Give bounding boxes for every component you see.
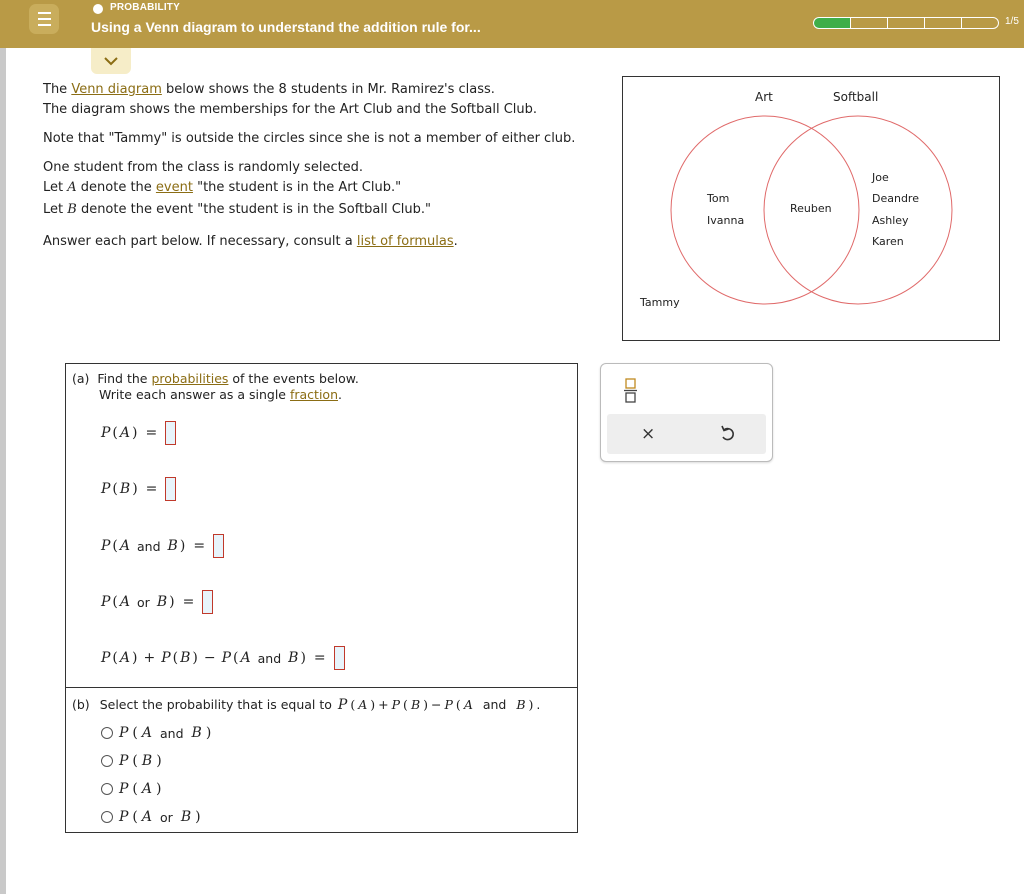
part-b-label: (b) [72,697,90,712]
paren: ) [195,809,201,825]
question-box [65,363,578,833]
text: "the student is in the Art Club." [192,180,402,195]
paren: ( [132,725,138,741]
equation-addition-rule [101,646,345,670]
p-symbol: P [119,781,129,797]
var-b: B [180,650,191,666]
paren: ) [156,753,162,769]
menu-button[interactable] [29,4,59,34]
text: denote the [76,180,156,195]
variable-a: A [67,180,77,195]
option-p-a[interactable] [101,781,161,797]
equals-sign: = [145,481,158,497]
equation-p-a-and-b [101,534,224,558]
text: . [338,387,342,402]
softball-only-member: Ashley [872,214,909,227]
paren: ) [156,781,162,797]
or-word: or [137,594,150,610]
p-symbol: P [221,650,232,666]
and-word: and [257,650,282,666]
var-a: A [240,650,251,666]
menu-icon-line [38,12,51,14]
paren: ) [132,650,138,666]
or-word: or [160,809,173,825]
paren: ( [132,753,138,769]
paren: ( [172,650,179,666]
paren: ) [192,650,198,666]
part-b-instructions [72,695,540,715]
venn-svg [623,77,999,340]
text: Let [43,202,68,217]
progress-label: 1/5 [1005,16,1019,27]
paren: ) [205,725,212,741]
progress-segment [888,17,925,29]
radio-button[interactable] [101,783,113,795]
var-a: A [463,697,473,712]
var-b: B [156,594,168,610]
radio-button[interactable] [101,755,113,767]
art-only-member: Ivanna [707,214,745,227]
equals-sign: = [313,650,326,666]
art-only-member: Tom [707,192,730,205]
part-a-line [72,371,359,387]
progress-segment [851,17,888,29]
chevron-down-icon [104,57,118,66]
variable-b: B [67,202,77,217]
p-symbol: P [119,809,129,825]
answer-input-p-a-and-b[interactable] [213,534,224,558]
intro-line [43,178,575,198]
answer-input-addition-rule[interactable] [334,646,345,670]
softball-label: Softball [833,90,879,104]
equals-sign: = [193,538,206,554]
topic-dot-icon [93,4,103,14]
and-word: and [160,725,184,741]
text: denote the event "the student is in the Softball Club." [76,202,431,217]
p-symbol: P [101,481,111,497]
answer-input-p-a-or-b[interactable] [202,590,213,614]
fraction-link[interactable]: fraction [289,387,339,402]
and-word: and [482,697,507,712]
part-a-label: (a) [72,371,90,386]
plus-sign: + [378,697,389,712]
paren: ( [350,697,356,712]
var-a: A [141,809,153,825]
paren: ( [132,781,138,797]
softball-only-member: Karen [872,235,904,248]
var-a: A [119,650,131,666]
p-symbol: P [444,697,453,712]
minus-sign: − [431,697,442,712]
paren: ) [132,425,138,441]
fraction-icon [623,376,639,404]
paren: ( [112,425,118,441]
var-b: B [516,697,526,712]
intro-line: One student from the class is randomly selected. [43,160,364,175]
text: The [43,82,72,97]
venn-diagram-link[interactable]: Venn diagram [71,82,162,97]
var-b: B [180,809,192,825]
text: Let [43,180,68,195]
paren: ( [403,697,408,712]
progress-bar [813,17,999,29]
intro-line [43,232,575,252]
part-a-line [72,387,359,403]
venn-diagram [622,76,1000,341]
neither-member: Tammy [640,296,680,309]
left-edge-strip [0,48,6,894]
text: Answer each part below. If necessary, consult a [43,234,357,249]
p-symbol: P [119,753,129,769]
var-b: B [288,650,299,666]
equals-sign: = [182,594,195,610]
minus-sign: − [203,650,216,666]
page-title: Using a Venn diagram to understand the addition rule for... [91,19,481,35]
text: Write each answer as a single [99,387,290,402]
paren: ( [112,481,118,497]
var-b: B [141,753,153,769]
var-b: B [191,725,202,741]
var-b: B [119,481,131,497]
progress-segment [962,17,999,29]
equation-p-a-or-b [101,590,213,614]
paren: ( [132,809,138,825]
equation-p-a [101,421,176,445]
p-symbol: P [101,594,111,610]
period: . [536,697,541,712]
radio-button[interactable] [101,727,113,739]
var-b: B [167,538,178,554]
progress-segment-complete [813,17,851,29]
p-symbol: P [119,725,129,741]
progress-segment [925,17,962,29]
equation-p-b [101,477,176,501]
var-a: A [141,781,153,797]
undo-icon [719,424,737,444]
part-a-instructions [72,371,359,403]
paren: ( [112,594,118,610]
text: Select the probability that is equal to [99,697,332,712]
paren: ( [455,697,461,712]
text: Find the [97,371,152,386]
undo-button[interactable] [719,424,737,444]
paren: ) [300,650,306,666]
menu-icon-line [38,18,51,20]
menu-icon-line [38,24,51,26]
intro-line: The diagram shows the memberships for the Art Club and the Softball Club. [43,102,538,117]
answer-input-p-b[interactable] [165,477,176,501]
paren: ) [423,697,429,712]
and-word: and [137,538,161,554]
text: below shows the 8 students in Mr. Ramirez's class. [161,82,495,97]
answer-toolbox [600,363,773,462]
intro-line: Note that "Tammy" is outside the circles since she is not a member of either club. [43,131,576,146]
var-a: A [119,594,131,610]
both-member: Reuben [790,202,832,215]
part-a [66,364,577,688]
p-symbol: P [337,697,348,713]
softball-only-member: Joe [872,171,889,184]
p-symbol: P [101,650,111,666]
var-a: A [119,425,131,441]
intro-line [43,200,575,220]
var-a: A [119,538,131,554]
formulas-link[interactable]: list of formulas [356,234,454,249]
header-bar [0,0,1024,48]
event-link[interactable]: event [155,180,193,195]
answer-input-p-a[interactable] [165,421,176,445]
p-symbol: P [101,538,111,554]
clear-button[interactable]: × [641,424,656,444]
paren: ) [370,697,376,712]
plus-sign: + [143,650,156,666]
option-p-a-or-b[interactable] [101,809,201,825]
text: . [453,234,458,249]
paren: ) [179,538,186,554]
topic-label: PROBABILITY [110,2,180,13]
paren: ( [112,538,118,554]
p-symbol: P [101,425,111,441]
paren: ) [169,594,175,610]
paren: ) [132,481,138,497]
intro-line [43,80,575,100]
var-a: A [358,697,368,712]
option-p-b[interactable] [101,753,162,769]
art-label: Art [755,90,773,104]
p-symbol: P [161,650,171,666]
fraction-button[interactable] [623,376,639,404]
p-symbol: P [391,697,401,712]
equals-sign: = [145,425,158,441]
radio-button[interactable] [101,811,113,823]
toolbox-actions [607,414,766,454]
paren: ( [233,650,239,666]
var-b: B [410,697,421,712]
softball-only-member: Deandre [872,192,919,205]
problem-intro [43,80,575,252]
option-p-a-and-b[interactable] [101,725,211,741]
paren: ( [112,650,118,666]
text: of the events below. [228,371,359,386]
var-a: A [141,725,153,741]
probabilities-link[interactable]: probabilities [151,371,229,386]
paren: ) [528,697,534,712]
collapse-header-button[interactable] [91,48,131,74]
